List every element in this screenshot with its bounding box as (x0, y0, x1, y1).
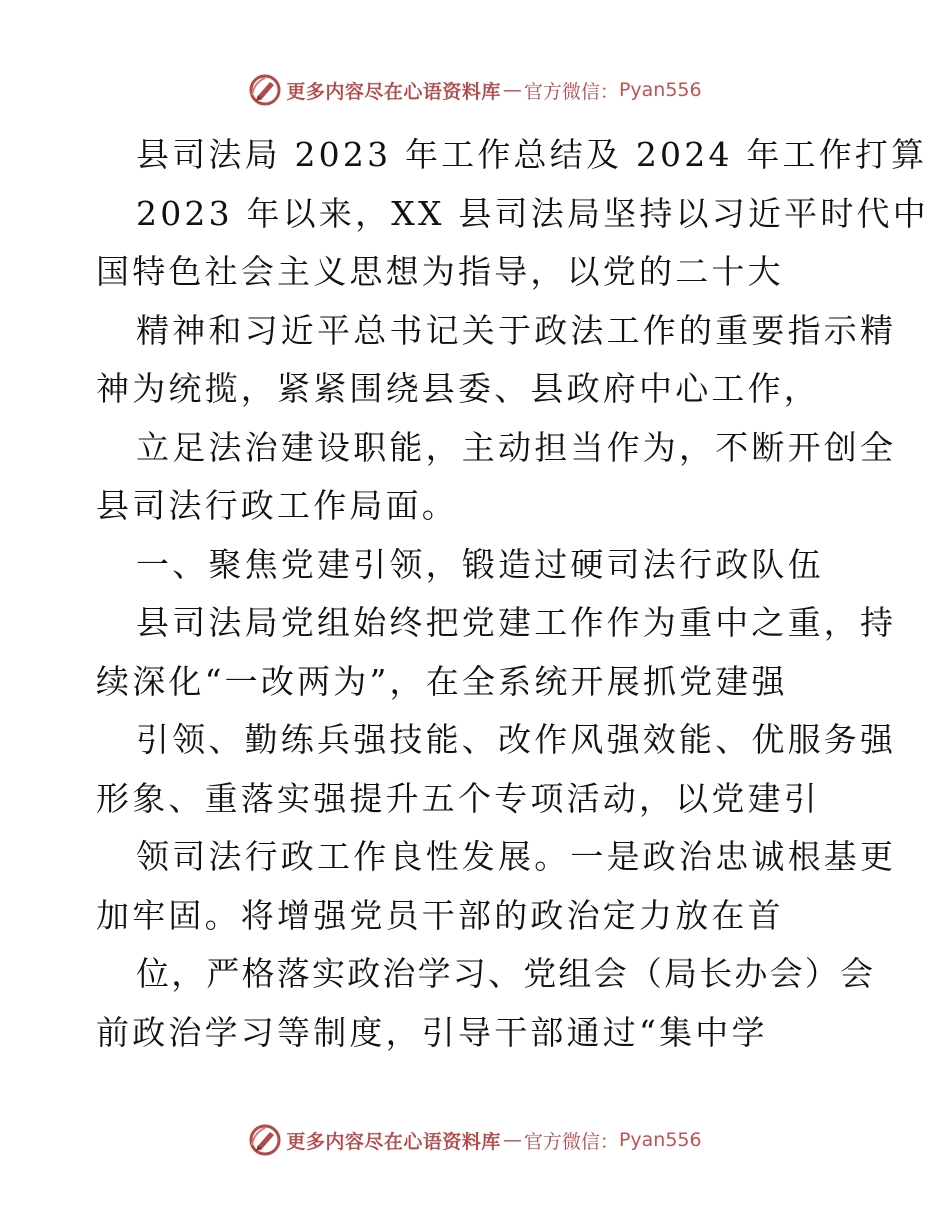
text-line: 县司法局党组始终把党建工作作为重中之重，持 (136, 603, 897, 642)
section-heading: 一、聚焦党建引领，锻造过硬司法行政队伍 (136, 544, 824, 584)
watermark-wechat-label: 官方微信： (523, 1130, 619, 1153)
text-line: 国特色社会主义思想为指导，以党的二十大 (96, 252, 784, 291)
watermark-banner-top (0, 70, 950, 110)
watermark-banner-bottom (0, 1120, 950, 1160)
text-line: 形象、重落实强提升五个专项活动，以党建引 (96, 778, 820, 818)
text-line: 续深化“一改两为”，在全系统开展抓党建强 (96, 661, 788, 701)
document-body (96, 126, 929, 1062)
text-line: 引领、勤练兵强技能、改作风强效能、优服务强 (136, 720, 897, 759)
watermark-dash: — (502, 1129, 522, 1151)
watermark-wechat-id: Pyan556 (618, 1129, 702, 1151)
text-line: 加牢固。将增强党员干部的政治定力放在首 (96, 895, 784, 935)
text-line: 立足法治建设职能，主动担当作为，不断开创全 (136, 427, 897, 467)
text-line: 2023 年以来，XX 县司法局坚持以习近平时代中 (136, 193, 929, 233)
text-line: 领司法行政工作良性发展。一是政治忠诚根基更 (136, 837, 897, 876)
text-line: 县司法行政工作局面。 (96, 486, 458, 525)
text-line: 神为统揽，紧紧围绕县委、县政府中心工作， (96, 369, 820, 408)
text-line: 位，严格落实政治学习、党组会（局长办会）会 (136, 954, 876, 993)
document-title: 县司法局 2023 年工作总结及 2024 年工作打算 (136, 135, 928, 174)
watermark-site-text: 更多内容尽在心语资料库 (286, 80, 501, 103)
watermark-dash: — (502, 79, 522, 101)
pen-circle-logo-icon (248, 73, 282, 107)
text-line: 前政治学习等制度，引导干部通过“集中学 (96, 1012, 768, 1052)
text-line: 精神和习近平总书记关于政法工作的重要指示精 (136, 310, 897, 350)
watermark-wechat-label: 官方微信： (523, 80, 619, 103)
pen-circle-logo-icon (248, 1123, 282, 1157)
watermark-site-text: 更多内容尽在心语资料库 (286, 1130, 501, 1153)
watermark-wechat-id: Pyan556 (618, 79, 702, 101)
